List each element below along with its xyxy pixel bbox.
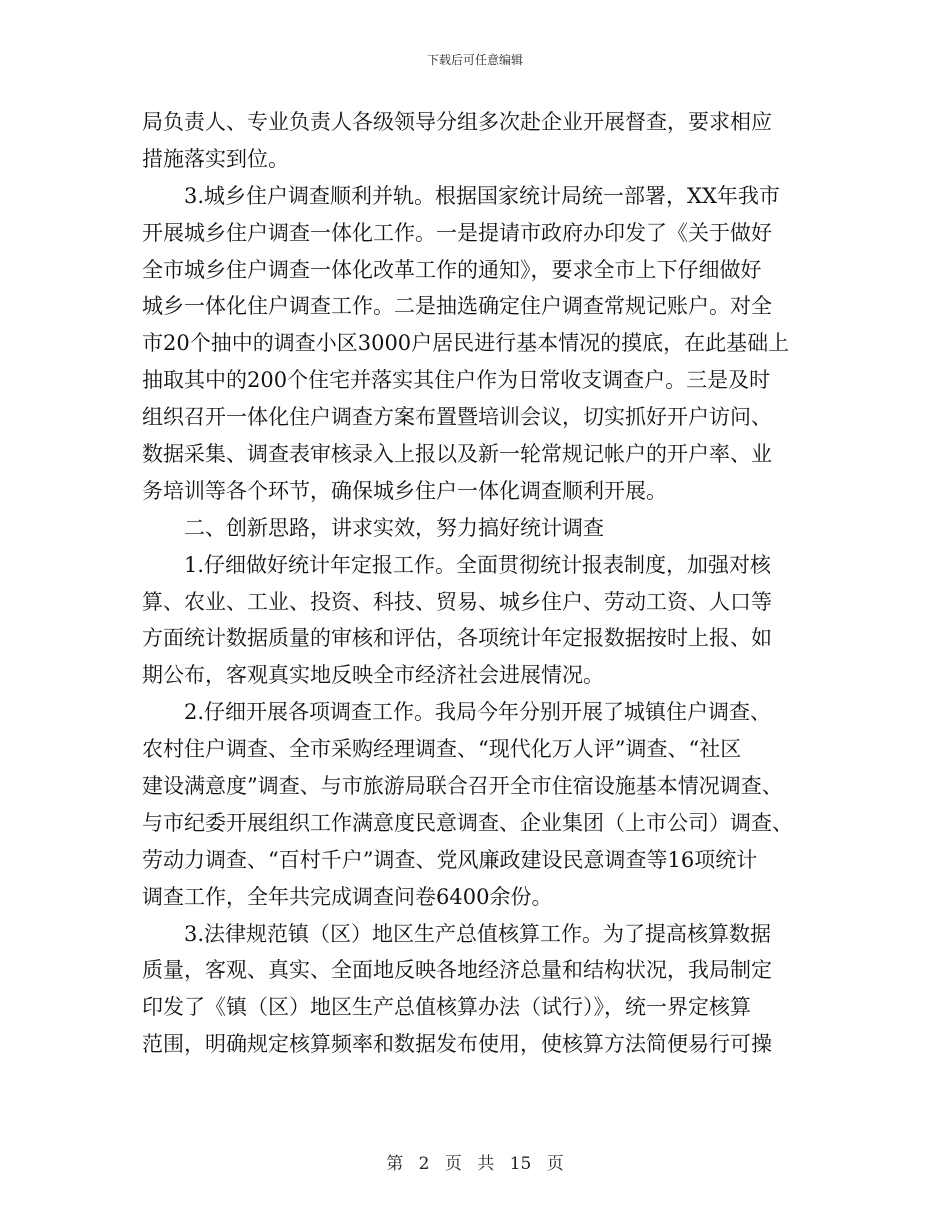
text-line: 劳动力调查、“百村千户”调查、党风廉政建设民意调查等16项统计 [142, 847, 758, 872]
text-line: 数据采集、调查表审核录入上报以及新一轮常规记帐户的开户率、业 [142, 442, 772, 467]
footer-current-page: 2 [418, 1154, 430, 1174]
text-line: 质量，客观、真实、全面地反映各地经济总量和结构状况，我局制定 [142, 958, 772, 983]
text-line: 开展城乡住户调查一体化工作。一是提请市政府办印发了《关于做好 [142, 220, 772, 245]
text-line: 3.城乡住户调查顺利并轨。根据国家统计局统一部署，XX年我市 [184, 183, 780, 208]
text-line: 局负责人、专业负责人各级领导分组多次赴企业开展督查，要求相应 [142, 110, 772, 134]
document-body [142, 104, 812, 1063]
text-line: 期公布，客观真实地反映全市经济社会进展情况。 [142, 663, 604, 688]
text-line: 印发了《镇（区）地区生产总值核算办法（试行）》，统一界定核算 [142, 995, 751, 1020]
text-line: 抽取其中的200个住宅并落实其住户作为日常收支调查户。三是及时 [142, 368, 771, 393]
text-line: 范围，明确规定核算频率和数据发布使用，使核算方法简便易行可操 [142, 1032, 772, 1057]
text-line: 组织召开一体化住户调查方案布置暨培训会议，切实抓好开户访问、 [142, 405, 772, 430]
text-line: 调查工作，全年共完成调查问卷6400余份。 [142, 884, 553, 909]
footer-page-label: 页 [444, 1154, 462, 1174]
text-line: 二、创新思路，讲求实效，努力搞好统计调查 [184, 515, 604, 540]
text-line: 务培训等各个环节，确保城乡住户一体化调查顺利开展。 [142, 478, 667, 503]
page-footer [0, 1153, 950, 1175]
footer-total-pages: 15 [509, 1154, 532, 1174]
text-line: 全市城乡住户调查一体化改革工作的通知》，要求全市上下仔细做好 [142, 257, 762, 282]
footer-prefix: 第 [386, 1154, 404, 1174]
text-line: 建设满意度”调查、与市旅游局联合召开全市住宿设施基本情况调查、 [142, 774, 783, 799]
page-header-note: 下载后可任意编辑 [426, 53, 523, 67]
text-line: 市20个抽中的调查小区3000户居民进行基本情况的摸底，在此基础上 [142, 331, 790, 356]
text-line: 算、农业、工业、投资、科技、贸易、城乡住户、劳动工资、人口等 [142, 589, 772, 614]
text-line: 2.仔细开展各项调查工作。我局今年分别开展了城镇住户调查、 [184, 700, 772, 725]
text-line: 1.仔细做好统计年定报工作。全面贯彻统计报表制度，加强对核 [184, 552, 772, 577]
text-line: 3.法律规范镇（区）地区生产总值核算工作。为了提高核算数据 [184, 921, 772, 946]
text-line: 农村住户调查、全市采购经理调查、“现代化万人评”调查、“社区 [142, 737, 742, 762]
text-line: 方面统计数据质量的审核和评估，各项统计年定报数据按时上报、如 [142, 626, 772, 651]
footer-total-label: 共 [477, 1154, 495, 1174]
text-line: 措施落实到位。 [142, 146, 289, 171]
footer-suffix: 页 [546, 1154, 564, 1174]
text-line: 城乡一体化住户调查工作。二是抽选确定住户调查常规记账户。对全 [142, 294, 772, 319]
text-line: 与市纪委开展组织工作满意度民意调查、企业集团（上市公司）调查、 [142, 810, 793, 835]
